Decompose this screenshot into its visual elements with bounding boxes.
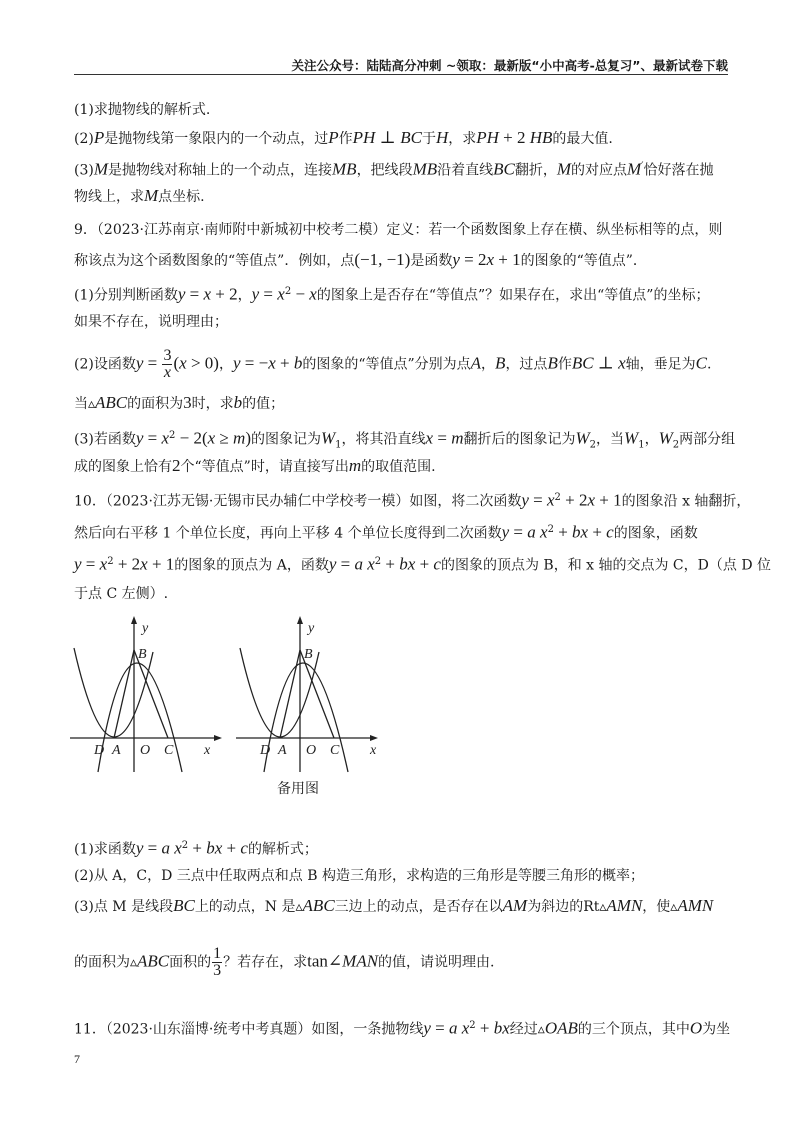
q10-part3-cont: 的面积为▵ABC面积的 $\frac{1}{3}$ ？若存在，求tan∠MAN的值，请说明理由. <box>74 945 495 979</box>
q10-stem-4: 于点 C 左侧）. <box>74 586 169 602</box>
page-number: 7 <box>74 1052 80 1066</box>
label-d: D <box>94 743 105 758</box>
q9-part3-cont: 成的图象上恰有2个“等值点”时，请直接写出m的取值范围. <box>74 456 436 475</box>
label-a: A <box>112 743 121 758</box>
header-text: 关注公众号：陆陆高分冲刺 ~领取：最新版“小中高考-总复习”、最新试卷下载 <box>291 58 728 73</box>
label-c: C <box>164 743 174 758</box>
label-y: y <box>142 621 149 636</box>
page-header <box>74 56 728 75</box>
label-c-2: C <box>330 743 340 758</box>
y-arrow-2 <box>297 616 303 624</box>
q9-stem-2: 称该点为这个函数图象的“等值点”．例如，点(−1, −1)是函数y = 2x + 1的图象的“等值点”． <box>74 250 647 269</box>
x-arrow <box>214 735 222 741</box>
y-arrow <box>131 616 137 624</box>
label-x: x <box>204 743 211 758</box>
q9-stem: 9．（2023·江苏南京·南师附中新城初中校考二模）定义：若一个函数图象上存在横、纵坐标相等的点，则 <box>74 222 723 238</box>
q10-stem-3: $y = x^2 + 2x + 1$的图象的顶点为 A，函数y = a $x^2$ + bx + c的图象的顶点为 B，和 x 轴的交点为 C，D（点 D 位 <box>74 554 771 574</box>
label-a-2: A <box>278 743 287 758</box>
q8-part1: (1)求抛物线的解析式. <box>74 102 211 118</box>
label-y-2: y <box>308 621 315 636</box>
q8-part3: (3)M是抛物线对称轴上的一个动点，连接MB，把线段MB沿着直线BC翻折，M的对应点M′恰好落在抛 <box>74 159 714 179</box>
q10-part2: (2)从 A，C，D 三点中任取两点和点 B 构造三角形，求构造的三角形是等腰三角形的概率； <box>74 868 644 884</box>
q9-part3: (3)若函数$y = x^2 - 2(x \ge m)$的图象记为$W_1$，将其沿直线x = m翻折后的图象记为$W_2$，当$W_1$，$W_2$两部分组 <box>74 428 736 451</box>
q8-part2: (2)P是抛物线第一象限内的一个动点，过P作PH ⊥ BC于H，求PH + 2 HB的最大值. <box>74 128 613 147</box>
label-d-2: D <box>260 743 271 758</box>
label-b: B <box>138 647 147 662</box>
q9-part2-cont: 当▵ABC的面积为3时，求b的值； <box>74 393 285 412</box>
q9-part1-cont: 如果不存在，说明理由； <box>74 314 228 330</box>
q11-stem: 11．（2023·山东淄博·统考中考真题）如图，一条抛物线y = a $x^2$ + bx经过▵OAB的三个顶点，其中O为坐 <box>74 1018 731 1038</box>
q9-part1: (1)分别判断函数y = x + 2，$y = x^2 - x$的图象上是否存在“等值点”？如果存在，求出“等值点”的坐标； <box>74 284 710 304</box>
x-arrow-2 <box>370 735 378 741</box>
label-x-2: x <box>370 743 377 758</box>
q8-part3-cont: 物线上，求M点坐标. <box>74 186 205 205</box>
figure-backup <box>236 620 374 772</box>
q9-part2: (2)设函数y = $\frac{3}{x}$ (x > 0)，y = −x + b的图象的“等值点”分别为点A，B，过点B作BC ⊥ x轴，垂足为C. <box>74 347 712 381</box>
q10-part3: (3)点 M 是线段BC上的动点，N 是▵ABC三边上的动点，是否存在以AM为斜边的Rt▵AMN，使▵AMN <box>74 896 714 915</box>
label-o-2: O <box>306 743 317 758</box>
q10-stem-2: 然后向右平移 1 个单位长度，再向上平移 4 个单位长度得到二次函数y = a $x^2$ + bx + c的图象，函数 <box>74 522 698 542</box>
segment-ab <box>114 650 134 738</box>
segment-ab-2 <box>280 650 300 738</box>
label-o: O <box>140 743 151 758</box>
q10-part1: (1)求函数y = a $x^2$ + bx + c的解析式； <box>74 838 318 858</box>
q10-stem: 10．（2023·江苏无锡·无锡市民办辅仁中学校考一模）如图，将二次函数$y = x^2 + 2x + 1$的图象沿 x 轴翻折， <box>74 490 751 510</box>
q10-figures <box>70 614 390 774</box>
figure-caption: 备用图 <box>277 781 319 797</box>
label-b-2: B <box>304 647 313 662</box>
